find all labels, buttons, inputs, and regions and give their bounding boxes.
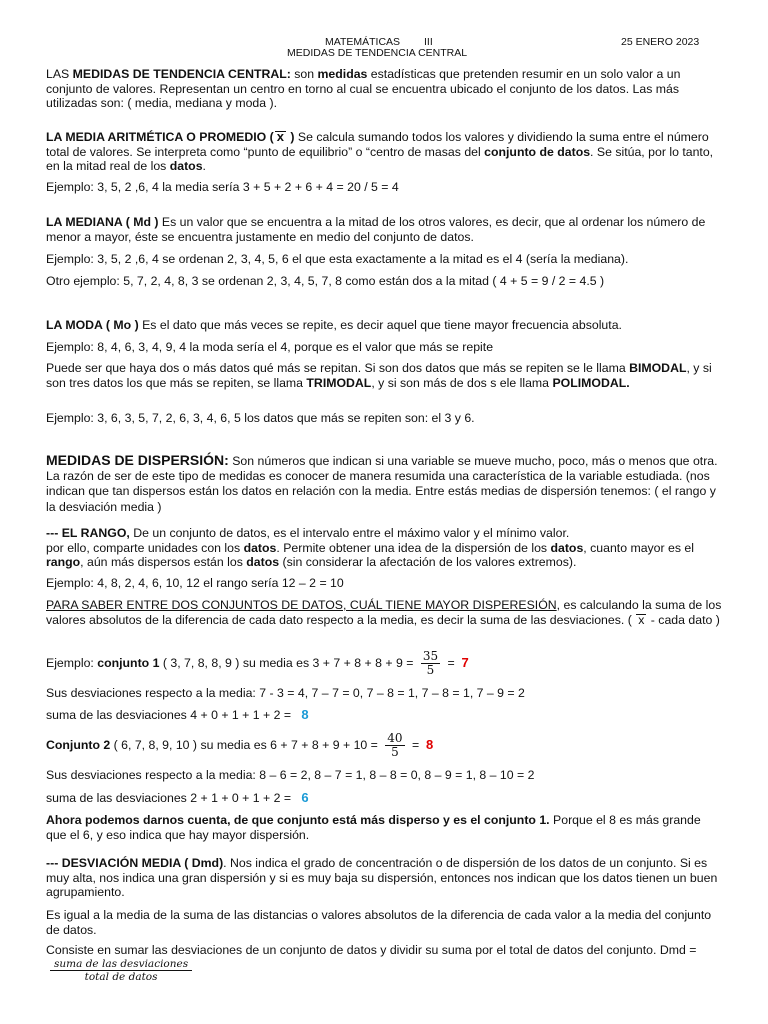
conclusion-paragraph: Ahora podemos darnos cuenta, de que conjunto está más disperso y es el conjunto 1. Porque el 8 es más grande que el 6, y eso indica que hay mayor dispersión. xyxy=(46,813,701,842)
header-subject: MATEMÁTICAS xyxy=(325,36,401,48)
moda-paragraph: Puede ser que haya dos o más datos qué más se repitan. Si son dos datos que más se repiten se le llama BIMODAL, y si son tres datos los que más se repiten, se llama TRIMODAL, y si son más de dos s ele llama POLIMODAL. xyxy=(46,361,712,390)
mediana-example-1: Ejemplo: 3, 5, 2 ,6, 4 se ordenan 2, 3, 4, 5, 6 el que esta exactamente a la mitad es el 4 (sería la mediana). xyxy=(46,252,629,266)
media-example: Ejemplo: 3, 5, 2 ,6, 4 la media sería 3 + 5 + 2 + 6 + 4 = 20 / 5 = 4 xyxy=(46,180,399,194)
moda-section: LA MODA ( Mo ) Es el dato que más veces se repite, es decir aquel que tiene mayor frecuencia absoluta. xyxy=(46,318,622,332)
conjunto1-deviations: Sus desviaciones respecto a la media: 7 - 3 = 4, 7 – 7 = 0, 7 – 8 = 1, 7 – 8 = 1, 7 – 9 = 2 xyxy=(46,686,525,700)
header-date: 25 ENERO 2023 xyxy=(621,36,700,48)
conjunto2-example: Conjunto 2 ( 6, 7, 8, 9, 10 ) su media es 6 + 7 + 8 + 9 + 10 = $\frac{40}{5}$ = 8 xyxy=(46,731,434,760)
dmd-section: --- DESVIACIÓN MEDIA ( Dmd). Nos indica el grado de concentración o de dispersión de los datos de un conjunto. Si es muy alta, nos indica una gran dispersión y si es muy baja su dispersión, entonces nos indican que los datos tienen un buen agrupamiento. xyxy=(46,856,718,900)
mediana-section: LA MEDIANA ( Md ) Es un valor que se encuentra a la mitad de los otros valores, es decir, que al ordenar los número de menor a mayor, éste se encuentra justamente en medio del conjunto de datos. xyxy=(46,215,706,244)
moda-example-1: Ejemplo: 8, 4, 6, 3, 4, 9, 4 la moda sería el 4, porque es el valor que más se repite xyxy=(46,340,494,354)
conjunto1-mean: 7 xyxy=(461,655,469,670)
rango-heading: --- EL RANGO, xyxy=(46,526,130,540)
header-level: III xyxy=(424,36,433,48)
fraction-40-5: $\frac{40}{5}$ xyxy=(387,731,403,760)
dispersion-heading: MEDIDAS DE DISPERSIÓN: xyxy=(46,452,229,468)
media-section: LA MEDIA ARITMÉTICA O PROMEDIO ( x ) Se calcula sumando todos los valores y dividiendo la suma entre el número total de valores. Se interpreta como “punto de equilibrio” o “centro de masas del conjunto de datos. Se sitúa, por lo tanto, en la mitad real de los datos. xyxy=(46,129,714,174)
dmd-paragraph-2: Es igual a la media de la suma de las distancias o valores absolutos de la diferencia de cada valor a la media del conjunto de datos. xyxy=(46,908,712,937)
rango-section: --- EL RANGO, De un conjunto de datos, es el intervalo entre el máximo valor y el mínimo valor. por ello, comparte unidades con los datos. Permite obtener una idea de la dispersión de los datos, cuanto mayor es el rango, aún más dispersos están los datos (sin considerar la afectación de los valores extremos). xyxy=(46,526,695,570)
moda-heading: LA MODA ( Mo ) xyxy=(46,318,139,332)
mediana-example-2: Otro ejemplo: 5, 7, 2, 4, 8, 3 se ordenan 2, 3, 4, 5, 7, 8 como están dos a la mitad ( 4 + 5 = 9 / 2 = 4.5 ) xyxy=(46,274,605,288)
x-bar-symbol: x xyxy=(635,613,647,628)
header-title: MEDIDAS DE TENDENCIA CENTRAL xyxy=(287,47,468,59)
x-bar-symbol: x xyxy=(274,130,287,145)
dmd-paragraph-3: Consiste en sumar las desviaciones de un conjunto de datos y dividir su suma por el total de datos del conjunto. Dmd = $\frac{\text{suma de las desviaciones}}{\text{total de datos}}$ xyxy=(46,943,697,983)
conjunto2-sum-result: 6 xyxy=(301,790,309,805)
intro-paragraph: LAS MEDIDAS DE TENDENCIA CENTRAL: son medidas estadísticas que pretenden resumir en un solo valor a un conjunto de valores. Representan un centro en torno al cual se encuentra ubicado el conjunto de los datos. Las más utilizadas son: ( media, mediana y moda ). xyxy=(46,67,681,111)
dispersion-section: MEDIDAS DE DISPERSIÓN: Son números que indican si una variable se mueve mucho, poco, más o menos que otra. La razón de ser de este tipo de medidas es conocer de manera resumida una característica de la variable estudiada. (nos indican que tan dispersos están los datos en relación con la media. Entre estás medias de dispersión tenemos: ( el rango y la desviación media ) xyxy=(46,452,718,514)
comparar-heading: PARA SABER ENTRE DOS CONJUNTOS DE DATOS, CUÁL TIENE MAYOR DISPERESIÓN xyxy=(46,598,557,612)
conjunto1-sum-result: 8 xyxy=(301,707,309,722)
conjunto2-deviations: Sus desviaciones respecto a la media: 8 – 6 = 2, 8 – 7 = 1, 8 – 8 = 0, 8 – 9 = 1, 8 – 10 = 2 xyxy=(46,768,535,782)
media-heading: LA MEDIA ARITMÉTICA O PROMEDIO ( x ) xyxy=(46,129,295,144)
dmd-formula: $\frac{\text{suma de las desviaciones}}{\text{total de datos}}$ xyxy=(50,958,192,983)
conjunto2-sum: suma de las desviaciones 2 + 1 + 0 + 1 + 2 = 6 xyxy=(46,790,309,805)
conjunto1-sum: suma de las desviaciones 4 + 0 + 1 + 1 + 2 = 8 xyxy=(46,707,309,722)
conjunto2-mean: 8 xyxy=(426,737,434,752)
dmd-heading: --- DESVIACIÓN MEDIA ( Dmd) xyxy=(46,856,224,870)
fraction-35-5: $\frac{35}{5}$ xyxy=(422,649,439,678)
mediana-heading: LA MEDIANA ( Md ) xyxy=(46,215,159,229)
moda-example-2: Ejemplo: 3, 6, 3, 5, 7, 2, 6, 3, 4, 6, 5 los datos que más se repiten son: el 3 y 6. xyxy=(46,411,475,425)
comparar-paragraph: PARA SABER ENTRE DOS CONJUNTOS DE DATOS, CUÁL TIENE MAYOR DISPERESIÓN, es calculando la suma de los valores absolutos de la diferencia de cada dato respecto a la media, es decir la suma de las desviaciones. ( x - cada dato ) xyxy=(46,598,722,627)
rango-example: Ejemplo: 4, 8, 2, 4, 6, 10, 12 el rango sería 12 – 2 = 10 xyxy=(46,576,344,590)
conjunto1-example: Ejemplo: conjunto 1 ( 3, 7, 8, 8, 9 ) su media es 3 + 7 + 8 + 8 + 9 = $\frac{35}{5}$ = 7 xyxy=(46,649,469,678)
